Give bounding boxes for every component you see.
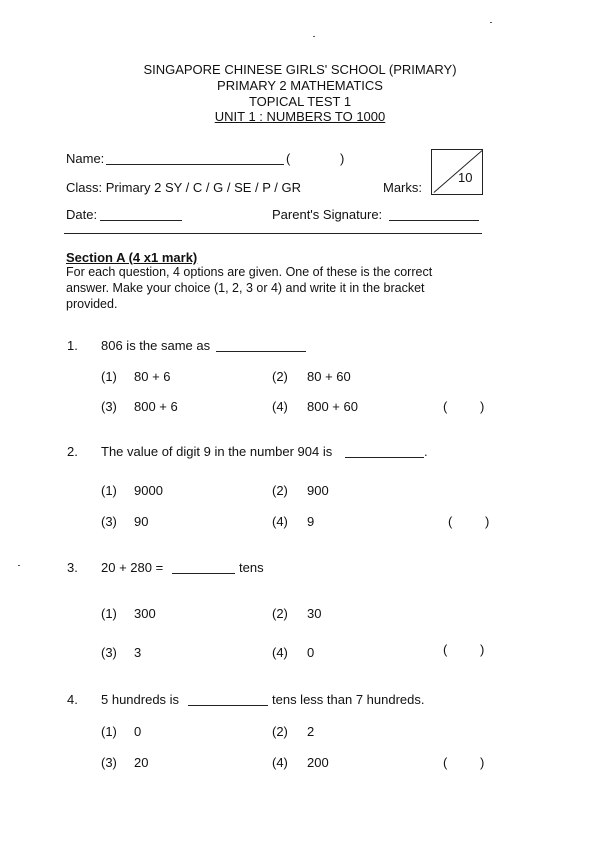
- q4-option-1-num: (1): [101, 724, 117, 739]
- q1-number: 1.: [67, 338, 78, 353]
- q4-option-2-text: 2: [307, 724, 315, 739]
- instructions-line-3: provided.: [66, 297, 118, 311]
- q4-answer-bracket-open: (: [443, 755, 448, 770]
- q3-answer-bracket-close: ): [480, 642, 485, 657]
- q3-blank[interactable]: [172, 573, 235, 574]
- q1-option-4-text: 800 + 60: [307, 399, 358, 414]
- class-label: Class: Primary 2 SY / C / G / SE / P / GR: [66, 180, 302, 195]
- q4-option-3-text: 20: [134, 755, 149, 770]
- q2-stem-end: .: [424, 444, 428, 459]
- q1-option-3-text: 800 + 6: [134, 399, 178, 414]
- name-label: Name:: [66, 151, 105, 166]
- q4-option-3-num: (3): [101, 755, 117, 770]
- q4-option-4-num: (4): [272, 755, 288, 770]
- q4-option-2-num: (2): [272, 724, 288, 739]
- q2-option-3-num: (3): [101, 514, 117, 529]
- q4-blank[interactable]: [188, 705, 268, 706]
- q1-option-2-text: 80 + 60: [307, 369, 351, 384]
- marks-total: 10: [458, 170, 473, 185]
- subject-title: PRIMARY 2 MATHEMATICS: [217, 78, 383, 93]
- school-name: SINGAPORE CHINESE GIRLS' SCHOOL (PRIMARY): [143, 62, 457, 77]
- q2-answer-bracket-close: ): [485, 514, 490, 529]
- q3-option-4-num: (4): [272, 645, 288, 660]
- name-line[interactable]: [106, 164, 284, 165]
- q3-stem-end: tens: [239, 560, 264, 575]
- q1-option-2-num: (2): [272, 369, 288, 384]
- q1-option-1-num: (1): [101, 369, 117, 384]
- q3-stem: 20 + 280 =: [101, 560, 164, 575]
- name-bracket-close: ): [340, 151, 345, 166]
- instructions-line-2: answer. Make your choice (1, 2, 3 or 4) and write it in the bracket: [66, 281, 425, 295]
- scan-speck: [18, 565, 20, 566]
- q1-option-3-num: (3): [101, 399, 117, 414]
- q2-option-1-text: 9000: [134, 483, 163, 498]
- q3-option-1-text: 300: [134, 606, 156, 621]
- q2-number: 2.: [67, 444, 78, 459]
- q2-stem: The value of digit 9 in the number 904 is: [101, 444, 333, 459]
- q4-stem-end: tens less than 7 hundreds.: [272, 692, 425, 707]
- q1-answer-bracket-close: ): [480, 399, 485, 414]
- q4-option-1-text: 0: [134, 724, 142, 739]
- scan-speck: [313, 36, 315, 37]
- q4-number: 4.: [67, 692, 78, 707]
- q3-answer-bracket-open: (: [443, 642, 448, 657]
- q3-number: 3.: [67, 560, 78, 575]
- signature-label: Parent's Signature:: [272, 207, 383, 222]
- q3-option-1-num: (1): [101, 606, 117, 621]
- header-divider: [64, 233, 482, 234]
- test-title: TOPICAL TEST 1: [248, 94, 352, 109]
- name-bracket-open: (: [286, 151, 291, 166]
- q4-answer-bracket-close: ): [480, 755, 485, 770]
- unit-title-text: UNIT 1 : NUMBERS TO 1000: [214, 109, 386, 124]
- scan-speck: [490, 22, 492, 23]
- marks-box: [431, 149, 483, 195]
- q2-option-2-text: 900: [307, 483, 329, 498]
- q3-option-3-num: (3): [101, 645, 117, 660]
- q2-option-1-num: (1): [101, 483, 117, 498]
- q2-option-2-num: (2): [272, 483, 288, 498]
- signature-line[interactable]: [389, 220, 479, 221]
- q1-option-1-text: 80 + 6: [134, 369, 171, 384]
- q3-option-4-text: 0: [307, 645, 315, 660]
- q1-blank[interactable]: [216, 351, 306, 352]
- q2-answer-bracket-open: (: [448, 514, 453, 529]
- q4-option-4-text: 200: [307, 755, 329, 770]
- q4-stem: 5 hundreds is: [101, 692, 180, 707]
- q3-option-2-text: 30: [307, 606, 322, 621]
- marks-label: Marks:: [383, 180, 422, 195]
- q1-stem: 806 is the same as: [101, 338, 211, 353]
- q1-option-4-num: (4): [272, 399, 288, 414]
- q3-option-2-num: (2): [272, 606, 288, 621]
- date-line[interactable]: [100, 220, 182, 221]
- q2-option-4-text: 9: [307, 514, 315, 529]
- date-label: Date:: [66, 207, 98, 222]
- q1-answer-bracket-open: (: [443, 399, 448, 414]
- q2-option-3-text: 90: [134, 514, 149, 529]
- section-title: Section A (4 x1 mark): [66, 250, 198, 265]
- instructions-line-1: For each question, 4 options are given. One of these is the correct: [66, 265, 433, 279]
- q2-blank[interactable]: [345, 457, 424, 458]
- q3-option-3-text: 3: [134, 645, 142, 660]
- q2-option-4-num: (4): [272, 514, 288, 529]
- unit-title: [0, 109, 600, 124]
